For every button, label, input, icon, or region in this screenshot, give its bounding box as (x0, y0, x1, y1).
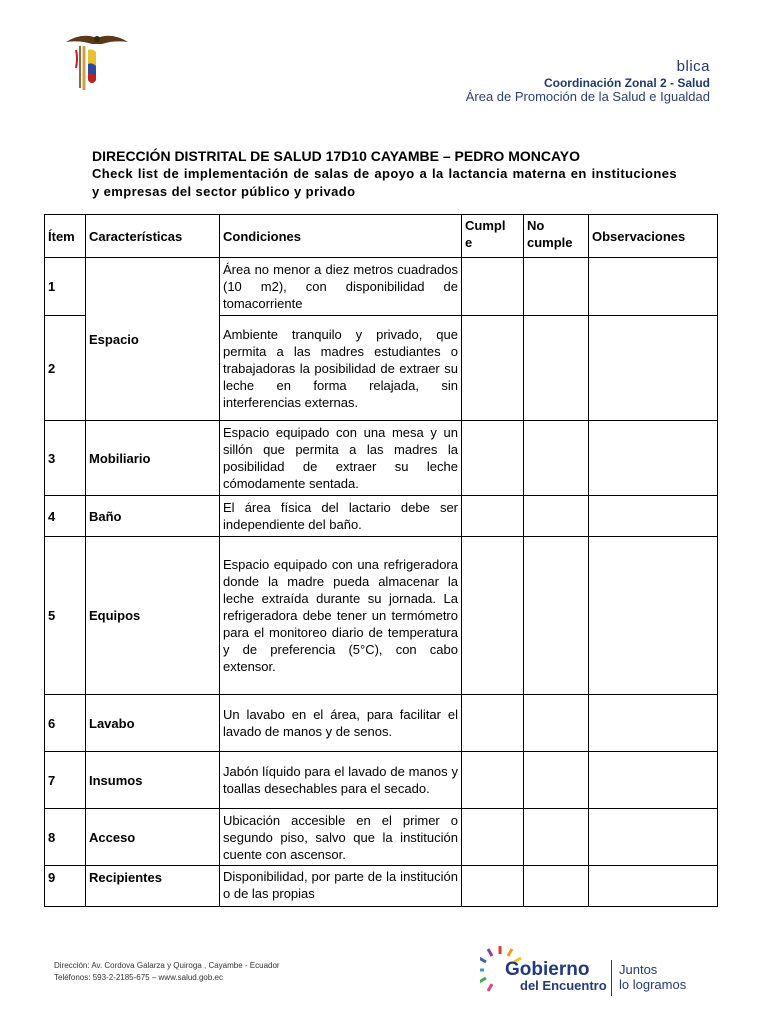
header-area: Área de Promoción de la Salud e Igualdad (465, 89, 710, 104)
logo-main-text: Gobierno (505, 959, 590, 980)
observations-cell[interactable] (589, 316, 718, 421)
ecuador-coat-of-arms-icon (62, 28, 132, 96)
table-row (45, 258, 718, 316)
observations-cell[interactable] (589, 866, 718, 907)
condition-cell: Ubicación accesible en el primer o segundo piso, salvo que la institución cuente con ascensor. (220, 809, 462, 866)
not-complies-cell[interactable] (524, 809, 589, 866)
item-number: 3 (45, 421, 86, 496)
slogan-line-1: Juntos (619, 962, 658, 977)
complies-cell[interactable] (462, 866, 524, 907)
not-complies-cell[interactable] (524, 752, 589, 809)
condition-cell: Espacio equipado con una mesa y un sillón que permita a las madres la posibilidad de extraer su leche cómodamente sentada. (220, 421, 462, 496)
header-coordination: Coordinación Zonal 2 - Salud (543, 76, 710, 90)
observations-cell[interactable] (589, 809, 718, 866)
complies-cell[interactable] (462, 695, 524, 752)
condition-cell: Jabón líquido para el lavado de manos y toallas desechables para el secado. (220, 752, 462, 809)
feature-cell: Mobiliario (86, 421, 220, 496)
observations-cell[interactable] (589, 537, 718, 695)
table-row (45, 537, 718, 695)
title-line-1: DIRECCIÓN DISTRITAL DE SALUD 17D10 CAYAMBE – PEDRO MONCAYO (92, 148, 581, 164)
footer-address: Dirección: Av. Cordova Galarza y Quiroga , Cayambe - Ecuador (54, 961, 280, 970)
complies-cell[interactable] (462, 496, 524, 537)
not-complies-cell[interactable] (524, 421, 589, 496)
feature-cell: Espacio (86, 258, 220, 421)
logo-slogan (619, 962, 686, 992)
complies-cell[interactable] (462, 752, 524, 809)
table-row (45, 421, 718, 496)
observations-cell[interactable] (589, 258, 718, 316)
not-complies-cell[interactable] (524, 537, 589, 695)
item-number: 8 (45, 809, 86, 866)
complies-cell[interactable] (462, 316, 524, 421)
condition-cell: Espacio equipado con una refrigeradora donde la madre pueda almacenar la leche extraída durante su jornada. La refrigeradora debe tener un termómetro para el monitoreo diario de temperatura y de preferencia (5°C), con cabo extensor. (220, 537, 462, 695)
not-complies-cell[interactable] (524, 695, 589, 752)
table-row (45, 752, 718, 809)
observations-cell[interactable] (589, 421, 718, 496)
header-not-complies: No cumple (524, 215, 589, 258)
header-complies: Cumpl e (462, 215, 524, 258)
title-line-2: Check list de implementación de salas de apoyo a la lactancia materna en instituciones y empresas del sector público y privado (92, 166, 677, 199)
table-header-row (45, 215, 718, 258)
header-features: Características (86, 215, 220, 258)
feature-cell: Acceso (86, 809, 220, 866)
checklist-table (44, 214, 718, 907)
item-number: 1 (45, 258, 86, 316)
table-row (45, 496, 718, 537)
footer-contact (54, 960, 280, 984)
condition-cell: Disponibilidad, por parte de la institución o de las propias (220, 866, 462, 907)
slogan-line-2: lo logramos (619, 977, 687, 992)
table-row (45, 809, 718, 866)
observations-cell[interactable] (589, 695, 718, 752)
condition-cell: Un lavabo en el área, para facilitar el lavado de manos y de senos. (220, 695, 462, 752)
not-complies-cell[interactable] (524, 496, 589, 537)
item-number: 9 (45, 866, 86, 907)
not-complies-cell[interactable] (524, 316, 589, 421)
item-number: 2 (45, 316, 86, 421)
complies-cell[interactable] (462, 537, 524, 695)
logo-divider (611, 960, 612, 996)
item-number: 6 (45, 695, 86, 752)
item-number: 4 (45, 496, 86, 537)
footer-phones: Teléfonos: 593-2-2185-675 – www.salud.gob.ec (54, 973, 223, 982)
not-complies-cell[interactable] (524, 258, 589, 316)
header-block (466, 58, 710, 104)
observations-cell[interactable] (589, 496, 718, 537)
item-number: 7 (45, 752, 86, 809)
condition-cell: Área no menor a diez metros cuadrados (10 m2), con disponibilidad de tomacorriente (220, 258, 462, 316)
condition-cell: Ambiente tranquilo y privado, que permita a las madres estudiantes o trabajadoras la posibilidad de extraer su leche en forma relajada, sin interferencias externas. (220, 316, 462, 421)
header-conditions: Condiciones (220, 215, 462, 258)
logo-sub-text: del Encuentro (520, 978, 607, 993)
table-row (45, 866, 718, 907)
table-row (45, 695, 718, 752)
feature-cell: Lavabo (86, 695, 220, 752)
header-top-word: blica (676, 58, 710, 75)
feature-cell: Baño (86, 496, 220, 537)
condition-cell: El área física del lactario debe ser independiente del baño. (220, 496, 462, 537)
header-observations: Observaciones (589, 215, 718, 258)
document-title (92, 147, 677, 201)
complies-cell[interactable] (462, 421, 524, 496)
complies-cell[interactable] (462, 809, 524, 866)
feature-cell: Recipientes (86, 866, 220, 907)
feature-cell: Insumos (86, 752, 220, 809)
complies-cell[interactable] (462, 258, 524, 316)
feature-cell: Equipos (86, 537, 220, 695)
item-number: 5 (45, 537, 86, 695)
not-complies-cell[interactable] (524, 866, 589, 907)
observations-cell[interactable] (589, 752, 718, 809)
header-item: Ítem (45, 215, 86, 258)
